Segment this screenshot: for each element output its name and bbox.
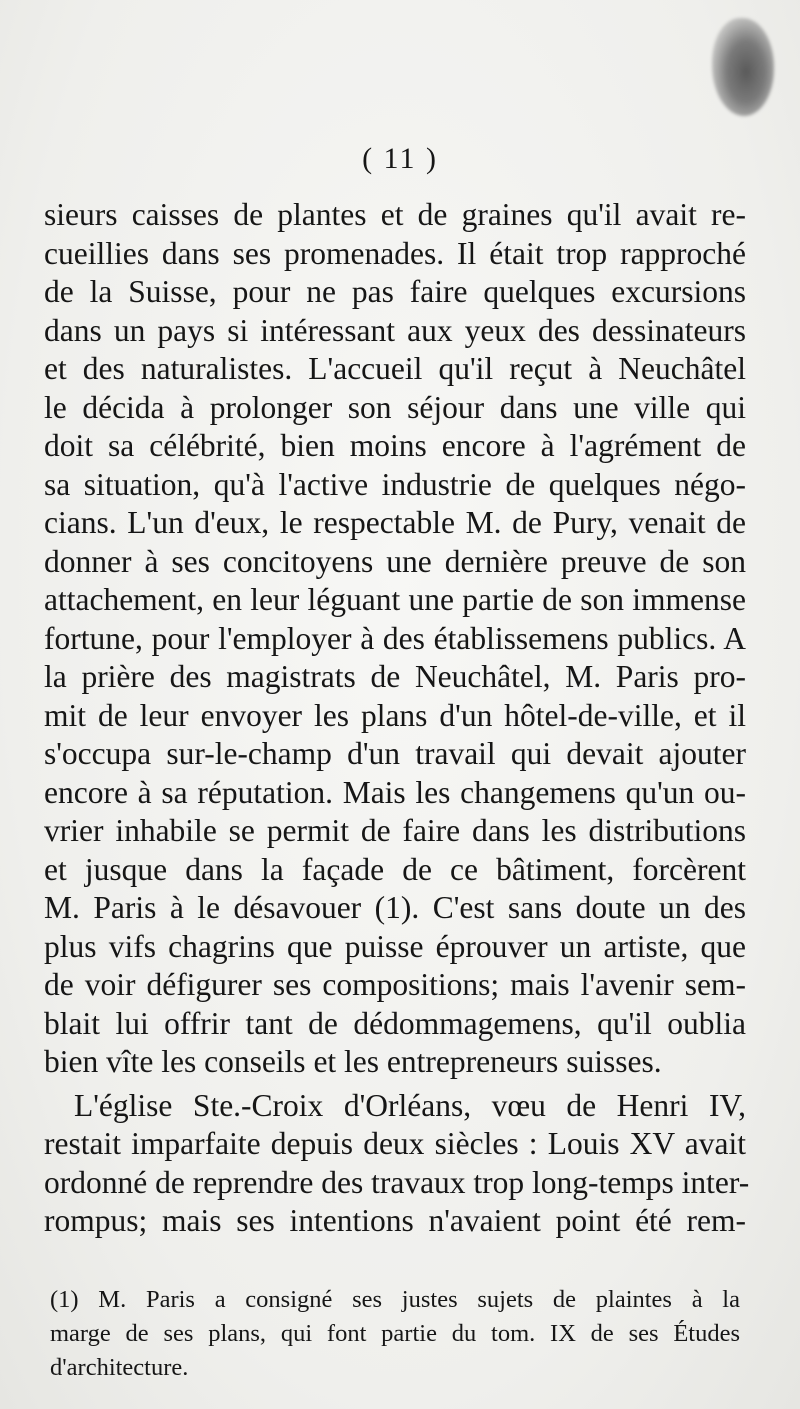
page-number: ( 11 ) xyxy=(362,142,438,175)
text-line: blait lui offrir tant de dédommagemens, qu'il oublia xyxy=(44,1005,746,1041)
ink-stain xyxy=(712,18,774,116)
text-line: ordonné de reprendre des travaux trop long-temps inter- xyxy=(44,1164,750,1200)
text-line: s'occupa sur-le-champ d'un travail qui devait ajouter xyxy=(44,736,746,771)
main-text xyxy=(44,196,750,1241)
text-line: cueillies dans ses promenades. Il était trop rapproché xyxy=(44,235,746,271)
footnote-line: (1) M. Paris a consigné ses justes sujets de plaintes à la xyxy=(50,1286,740,1313)
text-line: le décida à prolonger son séjour dans une ville qui xyxy=(44,389,746,425)
text-line: attachement, en leur léguant une partie de son immense xyxy=(44,582,746,617)
text-line: sa situation, qu'à l'active industrie de quelques négo- xyxy=(44,466,746,502)
text-line: la prière des magistrats de Neuchâtel, M. Paris pro- xyxy=(44,659,746,694)
text-line: et des naturalistes. L'accueil qu'il reçut à Neuchâtel xyxy=(44,351,746,386)
text-line: donner à ses concitoyens une dernière preuve de son xyxy=(44,543,746,579)
text-line: de voir défigurer ses compositions; mais l'avenir sem- xyxy=(44,967,746,1002)
footnote xyxy=(50,1283,740,1385)
text-line: cians. L'un d'eux, le respectable M. de Pury, venait de xyxy=(44,505,746,540)
text-line: restait imparfaite depuis deux siècles : Louis XV avait xyxy=(44,1126,746,1161)
text-line: encore à sa réputation. Mais les changemens qu'un ou- xyxy=(44,774,746,810)
text-line: vrier inhabile se permit de faire dans les distributions xyxy=(44,813,746,848)
text-line: L'église Ste.-Croix d'Orléans, vœu de Henri IV, xyxy=(74,1087,746,1123)
text-line: de la Suisse, pour ne pas faire quelques excursions xyxy=(44,274,746,309)
text-line: dans un pays si intéressant aux yeux des dessinateurs xyxy=(44,312,746,348)
text-line: rompus; mais ses intentions n'avaient point été rem- xyxy=(44,1203,746,1238)
text-line: plus vifs chagrins que puisse éprouver un artiste, que xyxy=(44,928,746,964)
text-line: fortune, pour l'employer à des établissemens publics. A xyxy=(44,620,746,656)
footnote-line: d'architecture. xyxy=(50,1354,189,1381)
text-line: M. Paris à le désavouer (1). C'est sans doute un des xyxy=(44,890,746,925)
text-line: sieurs caisses de plantes et de graines qu'il avait re- xyxy=(44,197,746,232)
text-line: et jusque dans la façade de ce bâtiment, forcèrent xyxy=(44,851,746,887)
text-line: doit sa célébrité, bien moins encore à l'agrément de xyxy=(44,428,746,463)
text-line: bien vîte les conseils et les entrepreneurs suisses. xyxy=(44,1044,662,1079)
footnote-line: marge de ses plans, qui font partie du tom. IX de ses Études xyxy=(50,1320,740,1347)
text-line: mit de leur envoyer les plans d'un hôtel-de-ville, et il xyxy=(44,697,746,733)
